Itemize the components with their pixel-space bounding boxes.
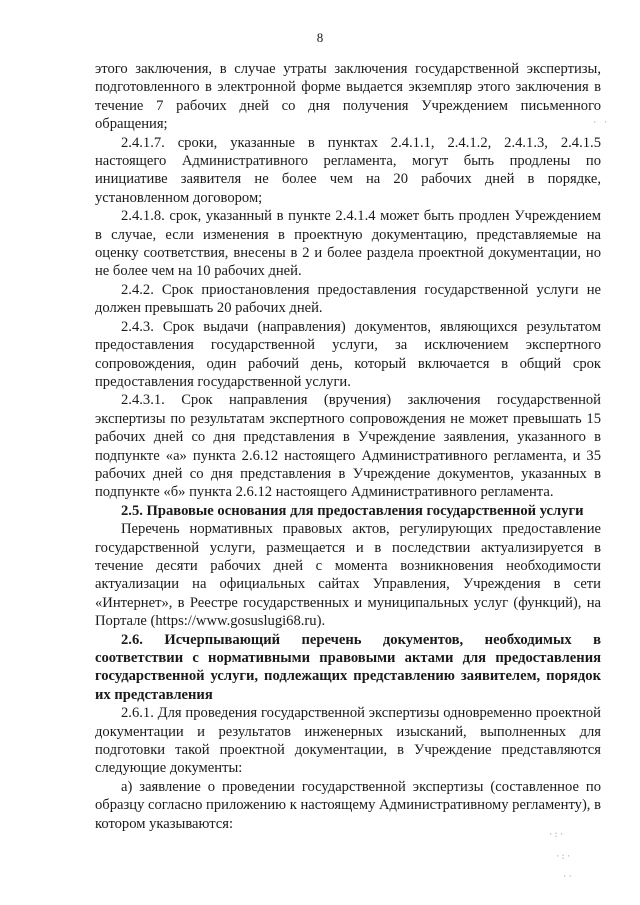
document-body	[95, 60, 601, 833]
paragraph-2-4-3-1: 2.4.3.1. Срок направления (вручения) заключения государственной экспертизы по результатам экспертного сопровождения не может превышать 15 рабочих дней со дня представления в Учреждение заявления, указанного в подпункте «а» пункта 2.6.12 настоящего Административного регламента, и 35 рабочих дней со дня представления в Учреждение документов, указанных в подпункте «б» пункта 2.6.12 настоящего Административного регламента.	[95, 392, 601, 501]
paragraph-2-4-1-7: 2.4.1.7. сроки, указанные в пунктах 2.4.1.1, 2.4.1.2, 2.4.1.3, 2.4.1.5 настоящего Административного регламента, могут быть продлены по инициативе заявителя не более чем на 20 рабочих дней в порядке, установленном договором;	[95, 134, 601, 206]
section-heading-2-5: 2.5. Правовые основания для предоставления государственной услуги	[121, 502, 584, 519]
page-number: 8	[316, 30, 324, 45]
section-heading-2-6: 2.6. Исчерпывающий перечень документов, необходимых в соответствии с нормативными правовыми актами для предоставления государственной услуги, подлежащих представлению заявителем, порядок их представления	[95, 631, 601, 703]
scan-speckle: · ·	[592, 118, 609, 128]
paragraph-legal-acts: Перечень нормативных правовых актов, регулирующих предоставление государственной услуги, размещается и в последствии актуализируется в течение десяти рабочих дней с момента возникновения необходимости актуализации на официальных сайтах Управления, Учреждения в сети «Интернет», в Реестре государственных и муниципальных услуг (функций), на Портале (https://www.gosuslugi68.ru).	[95, 521, 601, 630]
scan-speckle: ·:·	[548, 830, 565, 840]
paragraph-2-6-1: 2.6.1. Для проведения государственной экспертизы одновременно проектной документации и результатов инженерных изысканий, выполненных для подготовки такой проектной документации, в Учреждение представляются следующие документы:	[95, 705, 601, 777]
paragraph-2-4-3: 2.4.3. Срок выдачи (направления) документов, являющихся результатом предоставления государственной услуги, за исключением экспертного сопровождения, один рабочий день, который включается в общий срок предоставления государственной услуги.	[95, 318, 601, 390]
paragraph-2-4-1-8: 2.4.1.8. срок, указанный в пункте 2.4.1.4 может быть продлен Учреждением в случае, если изменения в проектную документацию, представляемые на оценку соответствия, внесены в 2 и более раздела проектной документации, но не более чем на 10 рабочих дней.	[95, 208, 601, 280]
paragraph-application-a: а) заявление о проведении государственной экспертизы (составленное по образцу согласно приложению к настоящему Административному регламенту), в котором указываются:	[95, 778, 601, 832]
paragraph-2-4-2: 2.4.2. Срок приостановления предоставления государственной услуги не должен превышать 20 рабочих дней.	[95, 281, 601, 317]
scan-speckle: ·:·	[555, 852, 572, 862]
paragraph-continuation: этого заключения, в случае утраты заключения государственной экспертизы, подготовленного в электронной форме выдается экземпляр этого заключения в течение 7 рабочих дней со дня получения Учреждением письменного обращения;	[95, 61, 601, 133]
scan-speckle: ··	[562, 872, 573, 882]
